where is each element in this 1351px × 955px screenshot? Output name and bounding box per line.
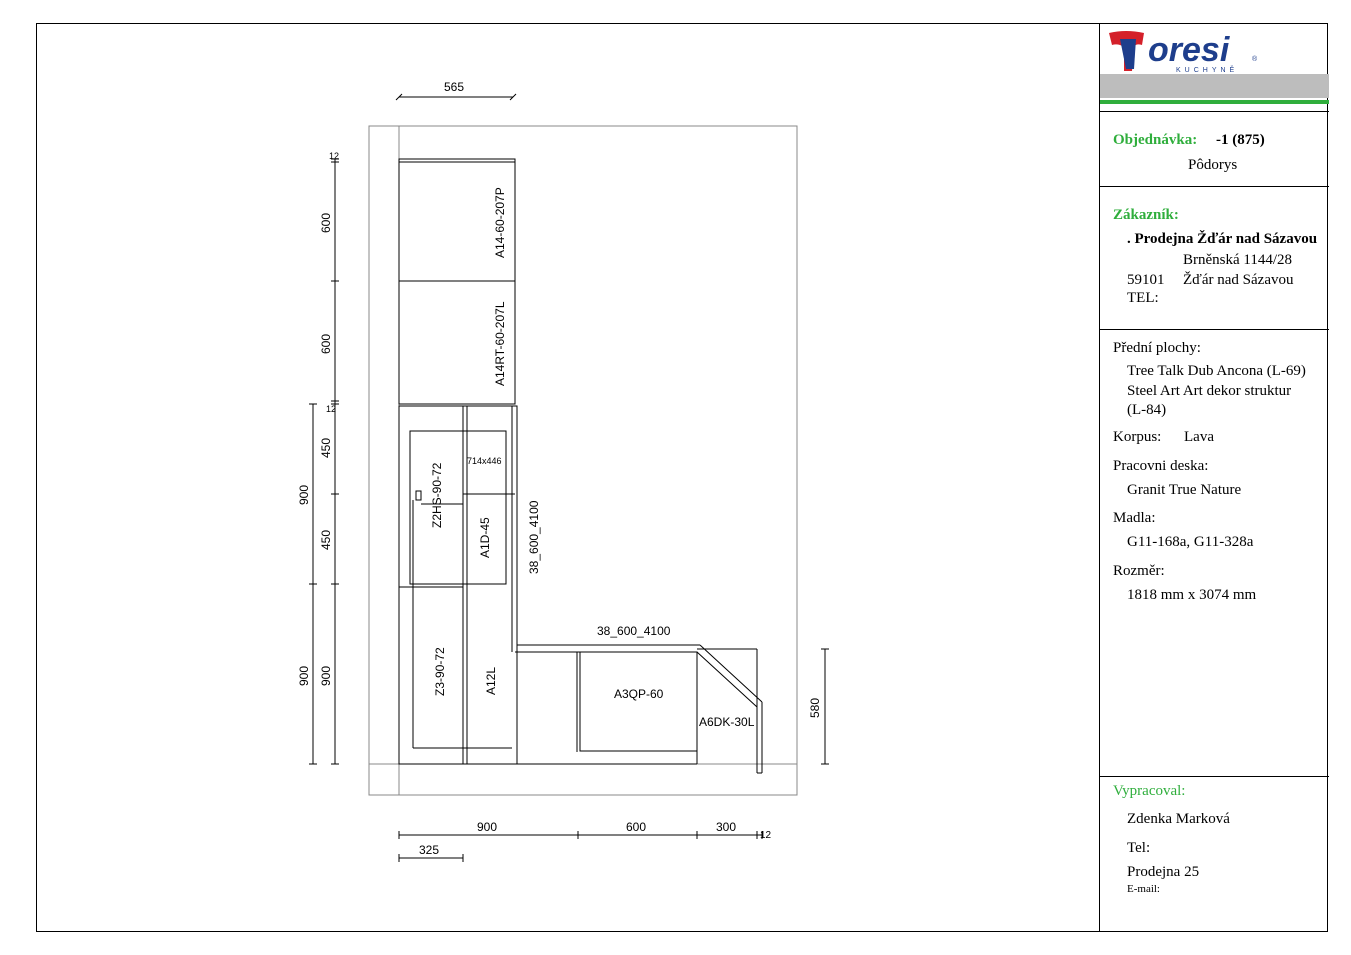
dim-inner-450-a: 450 xyxy=(319,437,333,458)
dim-inner-600-a: 600 xyxy=(319,212,333,233)
fronts-line-3: (L-84) xyxy=(1127,402,1167,418)
fronts-line-2: Steel Art Art dekor struktur xyxy=(1127,383,1292,399)
dim-bottom-300: 300 xyxy=(716,820,737,834)
dim-inner-12-top: 12 xyxy=(329,151,340,161)
size-value: 1818 mm x 3074 mm xyxy=(1127,587,1257,603)
dim-inner-450-b: 450 xyxy=(319,529,333,550)
order-section xyxy=(1100,112,1329,187)
author-section xyxy=(1100,777,1329,932)
unit-label-a14-60-207p: A14-60-207P xyxy=(493,187,507,258)
svg-text:KUCHYNĚ: KUCHYNĚ xyxy=(1176,67,1239,74)
specs-section xyxy=(1100,330,1329,777)
dim-bottom-12: 12 xyxy=(760,830,772,841)
fronts-label: Přední plochy: xyxy=(1113,340,1201,356)
drawing-type: Pôdorys xyxy=(1188,157,1238,173)
dim-inner-600-b: 600 xyxy=(319,333,333,354)
dim-outer-900-b: 900 xyxy=(297,665,311,686)
unit-label-a3qp-60: A3QP-60 xyxy=(614,687,664,701)
author-email: E-mail: xyxy=(1127,883,1160,895)
customer-section xyxy=(1100,187,1329,330)
customer-name: . Prodejna Žďár nad Sázavou xyxy=(1127,231,1318,247)
size-label: Rozměr: xyxy=(1113,563,1165,579)
unit-label-z2hs-90-72: Z2HS-90-72 xyxy=(430,462,444,528)
customer-zip: 59101 xyxy=(1127,272,1165,288)
worktop-label-vertical: 38_600_4100 xyxy=(527,500,541,574)
unit-label-a14rt-60-207l: A14RT-60-207L xyxy=(493,301,507,386)
worktop-value: Granit True Nature xyxy=(1127,482,1242,498)
logo-area xyxy=(1100,23,1329,111)
dim-inner-12-mid: 12 xyxy=(326,404,337,414)
dim-right-580: 580 xyxy=(808,697,822,718)
title-block xyxy=(1099,23,1328,932)
unit-label-a6dk-30l: A6DK-30L xyxy=(699,715,755,729)
worktop-label-horizontal: 38_600_4100 xyxy=(597,624,671,638)
dim-outer-900-a: 900 xyxy=(297,484,311,505)
dim-bottom-325: 325 xyxy=(419,843,440,857)
dim-bottom-900: 900 xyxy=(477,820,498,834)
fronts-line-1: Tree Talk Dub Ancona (L-69) xyxy=(1127,363,1306,379)
customer-street: Brněnská 1144/28 xyxy=(1183,252,1293,268)
customer-city: Žďár nad Sázavou xyxy=(1183,272,1294,288)
author-shop: Prodejna 25 xyxy=(1127,864,1200,880)
window-size-label: 714x446 xyxy=(467,456,502,466)
svg-text:oresi: oresi xyxy=(1148,31,1230,69)
order-value: -1 (875) xyxy=(1216,132,1265,148)
worktop-label: Pracovni deska: xyxy=(1113,458,1209,474)
body-label: Korpus: xyxy=(1113,429,1162,445)
dim-inner-900: 900 xyxy=(319,665,333,686)
order-label: Objednávka: xyxy=(1113,132,1198,148)
customer-label: Zákazník: xyxy=(1113,207,1179,223)
handles-value: G11-168a, G11-328a xyxy=(1127,534,1254,550)
svg-text:®: ® xyxy=(1252,56,1258,63)
author-name: Zdenka Marková xyxy=(1127,811,1230,827)
author-label: Vypracoval: xyxy=(1113,783,1186,799)
customer-tel: TEL: xyxy=(1127,290,1159,306)
unit-label-a12l: A12L xyxy=(484,666,498,695)
handles-label: Madla: xyxy=(1113,510,1156,526)
unit-label-a1d-45: A1D-45 xyxy=(478,517,492,558)
unit-label-z3-90-72: Z3-90-72 xyxy=(433,647,447,696)
dim-bottom-600: 600 xyxy=(626,820,647,834)
oresi-logo xyxy=(1106,25,1266,77)
dim-top-565: 565 xyxy=(444,80,465,94)
body-value: Lava xyxy=(1184,429,1214,445)
author-tel: Tel: xyxy=(1127,840,1151,856)
